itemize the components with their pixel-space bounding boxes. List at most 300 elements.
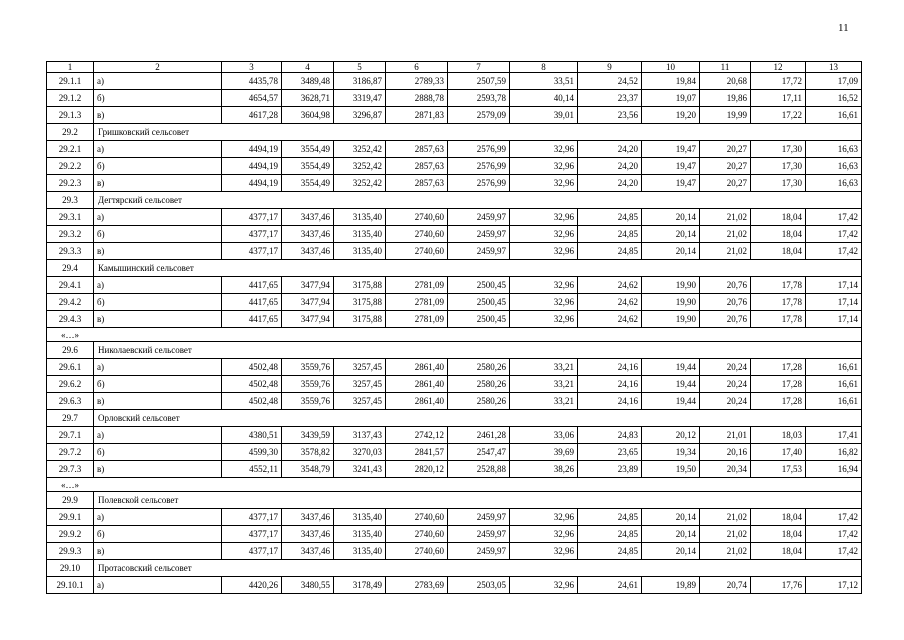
value-cell: 2888,78 <box>386 90 448 107</box>
column-header-11: 11 <box>700 62 751 73</box>
table-row <box>47 277 862 294</box>
value-cell: 19,90 <box>642 277 700 294</box>
value-cell: 2580,26 <box>448 359 510 376</box>
value-cell: 18,04 <box>751 543 806 560</box>
value-cell: 24,20 <box>578 141 642 158</box>
value-cell: 24,85 <box>578 526 642 543</box>
value-cell: 40,14 <box>510 90 578 107</box>
value-cell: 2459,97 <box>448 243 510 260</box>
column-header-8: 8 <box>510 62 578 73</box>
row-letter: в) <box>94 311 222 328</box>
value-cell: 3186,87 <box>334 73 386 90</box>
value-cell: 2459,97 <box>448 209 510 226</box>
value-cell: 17,42 <box>806 243 862 260</box>
row-letter: а) <box>94 141 222 158</box>
row-code: 29.6.2 <box>47 376 94 393</box>
value-cell: 3437,46 <box>282 526 334 543</box>
value-cell: 33,51 <box>510 73 578 90</box>
value-cell: 23,89 <box>578 461 642 478</box>
value-cell: 20,76 <box>700 294 751 311</box>
value-cell: 24,20 <box>578 175 642 192</box>
value-cell: 23,37 <box>578 90 642 107</box>
column-header-4: 4 <box>282 62 334 73</box>
row-letter: б) <box>94 294 222 311</box>
value-cell: 17,42 <box>806 226 862 243</box>
section-code: 29.3 <box>47 192 94 209</box>
value-cell: 2857,63 <box>386 175 448 192</box>
value-cell: 20,12 <box>642 427 700 444</box>
value-cell: 17,76 <box>751 577 806 594</box>
value-cell: 2789,33 <box>386 73 448 90</box>
table-row <box>47 209 862 226</box>
row-letter: а) <box>94 73 222 90</box>
value-cell: 17,42 <box>806 509 862 526</box>
value-cell: 33,21 <box>510 359 578 376</box>
value-cell: 17,42 <box>806 526 862 543</box>
value-cell: 20,76 <box>700 311 751 328</box>
value-cell: 20,24 <box>700 393 751 410</box>
value-cell: 3437,46 <box>282 509 334 526</box>
section-code: 29.7 <box>47 410 94 427</box>
value-cell: 2781,09 <box>386 311 448 328</box>
table-row <box>47 141 862 158</box>
value-cell: 4417,65 <box>222 277 282 294</box>
value-cell: 17,30 <box>751 141 806 158</box>
value-cell: 4435,78 <box>222 73 282 90</box>
row-letter: а) <box>94 577 222 594</box>
value-cell: 3270,03 <box>334 444 386 461</box>
value-cell: 24,61 <box>578 577 642 594</box>
row-letter: б) <box>94 444 222 461</box>
section-name: Орловский сельсовет <box>94 410 862 427</box>
table-row <box>47 294 862 311</box>
value-cell: 24,85 <box>578 509 642 526</box>
value-cell: 17,14 <box>806 277 862 294</box>
value-cell: 3175,88 <box>334 294 386 311</box>
value-cell: 4502,48 <box>222 393 282 410</box>
value-cell: 20,14 <box>642 526 700 543</box>
value-cell: 17,28 <box>751 359 806 376</box>
omission-marker: «…» <box>47 328 862 342</box>
value-cell: 3135,40 <box>334 526 386 543</box>
row-code: 29.7.1 <box>47 427 94 444</box>
value-cell: 2459,97 <box>448 543 510 560</box>
value-cell: 16,63 <box>806 175 862 192</box>
value-cell: 3477,94 <box>282 294 334 311</box>
value-cell: 3178,49 <box>334 577 386 594</box>
value-cell: 20,14 <box>642 543 700 560</box>
table-row <box>47 107 862 124</box>
row-code: 29.1.3 <box>47 107 94 124</box>
value-cell: 24,52 <box>578 73 642 90</box>
value-cell: 4417,65 <box>222 294 282 311</box>
row-code: 29.1.2 <box>47 90 94 107</box>
value-cell: 3559,76 <box>282 376 334 393</box>
value-cell: 3257,45 <box>334 359 386 376</box>
row-letter: а) <box>94 427 222 444</box>
value-cell: 3477,94 <box>282 277 334 294</box>
row-code: 29.3.3 <box>47 243 94 260</box>
value-cell: 17,42 <box>806 209 862 226</box>
value-cell: 4552,11 <box>222 461 282 478</box>
row-letter: в) <box>94 175 222 192</box>
value-cell: 3554,49 <box>282 175 334 192</box>
value-cell: 17,78 <box>751 294 806 311</box>
value-cell: 2781,09 <box>386 294 448 311</box>
value-cell: 4502,48 <box>222 376 282 393</box>
value-cell: 16,61 <box>806 393 862 410</box>
value-cell: 32,96 <box>510 277 578 294</box>
value-cell: 3296,87 <box>334 107 386 124</box>
value-cell: 4377,17 <box>222 226 282 243</box>
value-cell: 19,44 <box>642 376 700 393</box>
value-cell: 20,14 <box>642 209 700 226</box>
table-row <box>47 226 862 243</box>
value-cell: 2740,60 <box>386 243 448 260</box>
row-code: 29.7.2 <box>47 444 94 461</box>
value-cell: 3135,40 <box>334 243 386 260</box>
ellipsis-row <box>47 328 862 342</box>
value-cell: 2593,78 <box>448 90 510 107</box>
value-cell: 20,24 <box>700 359 751 376</box>
value-cell: 3628,71 <box>282 90 334 107</box>
value-cell: 18,03 <box>751 427 806 444</box>
row-letter: б) <box>94 226 222 243</box>
value-cell: 2579,09 <box>448 107 510 124</box>
value-cell: 17,41 <box>806 427 862 444</box>
row-code: 29.1.1 <box>47 73 94 90</box>
value-cell: 2576,99 <box>448 158 510 175</box>
section-row <box>47 410 862 427</box>
row-code: 29.4.2 <box>47 294 94 311</box>
row-code: 29.7.3 <box>47 461 94 478</box>
row-code: 29.2.1 <box>47 141 94 158</box>
value-cell: 3559,76 <box>282 359 334 376</box>
value-cell: 33,06 <box>510 427 578 444</box>
value-cell: 4377,17 <box>222 543 282 560</box>
row-code: 29.2.2 <box>47 158 94 175</box>
value-cell: 3137,43 <box>334 427 386 444</box>
row-code: 29.9.2 <box>47 526 94 543</box>
value-cell: 2580,26 <box>448 376 510 393</box>
row-letter: в) <box>94 107 222 124</box>
value-cell: 32,96 <box>510 311 578 328</box>
value-cell: 19,20 <box>642 107 700 124</box>
value-cell: 4380,51 <box>222 427 282 444</box>
value-cell: 17,14 <box>806 311 862 328</box>
value-cell: 2547,47 <box>448 444 510 461</box>
omission-marker: «…» <box>47 478 862 492</box>
column-header-2: 2 <box>94 62 222 73</box>
value-cell: 2580,26 <box>448 393 510 410</box>
section-row <box>47 260 862 277</box>
row-code: 29.10.1 <box>47 577 94 594</box>
value-cell: 3437,46 <box>282 226 334 243</box>
value-cell: 3252,42 <box>334 141 386 158</box>
table-row <box>47 461 862 478</box>
section-code: 29.10 <box>47 560 94 577</box>
section-row <box>47 124 862 141</box>
table-row <box>47 359 862 376</box>
value-cell: 2841,57 <box>386 444 448 461</box>
value-cell: 24,83 <box>578 427 642 444</box>
value-cell: 17,40 <box>751 444 806 461</box>
value-cell: 17,09 <box>806 73 862 90</box>
value-cell: 2861,40 <box>386 359 448 376</box>
row-code: 29.6.1 <box>47 359 94 376</box>
section-name: Камышинский сельсовет <box>94 260 862 277</box>
section-name: Николаевский сельсовет <box>94 342 862 359</box>
value-cell: 16,61 <box>806 359 862 376</box>
value-cell: 3437,46 <box>282 243 334 260</box>
value-cell: 2871,83 <box>386 107 448 124</box>
table-row <box>47 90 862 107</box>
value-cell: 20,27 <box>700 158 751 175</box>
value-cell: 17,72 <box>751 73 806 90</box>
value-cell: 21,02 <box>700 209 751 226</box>
value-cell: 3257,45 <box>334 393 386 410</box>
section-row <box>47 560 862 577</box>
ellipsis-row <box>47 478 862 492</box>
header-row <box>47 62 862 73</box>
row-letter: в) <box>94 543 222 560</box>
value-cell: 18,04 <box>751 509 806 526</box>
value-cell: 3578,82 <box>282 444 334 461</box>
value-cell: 32,96 <box>510 294 578 311</box>
table-row <box>47 444 862 461</box>
row-code: 29.4.1 <box>47 277 94 294</box>
section-name: Дегтярский сельсовет <box>94 192 862 209</box>
value-cell: 2820,12 <box>386 461 448 478</box>
section-row <box>47 342 862 359</box>
value-cell: 17,14 <box>806 294 862 311</box>
column-header-10: 10 <box>642 62 700 73</box>
value-cell: 20,14 <box>642 226 700 243</box>
value-cell: 24,16 <box>578 359 642 376</box>
value-cell: 16,63 <box>806 141 862 158</box>
value-cell: 19,44 <box>642 393 700 410</box>
value-cell: 17,28 <box>751 376 806 393</box>
column-header-6: 6 <box>386 62 448 73</box>
value-cell: 16,52 <box>806 90 862 107</box>
table-row <box>47 427 862 444</box>
section-row <box>47 192 862 209</box>
value-cell: 3437,46 <box>282 543 334 560</box>
value-cell: 2742,12 <box>386 427 448 444</box>
value-cell: 4502,48 <box>222 359 282 376</box>
column-header-12: 12 <box>751 62 806 73</box>
value-cell: 2459,97 <box>448 526 510 543</box>
value-cell: 32,96 <box>510 158 578 175</box>
section-code: 29.2 <box>47 124 94 141</box>
value-cell: 17,78 <box>751 277 806 294</box>
value-cell: 4377,17 <box>222 209 282 226</box>
column-header-9: 9 <box>578 62 642 73</box>
value-cell: 24,85 <box>578 243 642 260</box>
value-cell: 18,04 <box>751 243 806 260</box>
value-cell: 32,96 <box>510 226 578 243</box>
value-cell: 3135,40 <box>334 543 386 560</box>
value-cell: 20,76 <box>700 277 751 294</box>
value-cell: 17,22 <box>751 107 806 124</box>
row-code: 29.3.2 <box>47 226 94 243</box>
value-cell: 39,01 <box>510 107 578 124</box>
table-row <box>47 393 862 410</box>
value-cell: 3439,59 <box>282 427 334 444</box>
value-cell: 3175,88 <box>334 277 386 294</box>
value-cell: 4377,17 <box>222 509 282 526</box>
value-cell: 3554,49 <box>282 158 334 175</box>
value-cell: 24,16 <box>578 376 642 393</box>
value-cell: 4377,17 <box>222 243 282 260</box>
value-cell: 19,99 <box>700 107 751 124</box>
value-cell: 3175,88 <box>334 311 386 328</box>
value-cell: 20,14 <box>642 243 700 260</box>
value-cell: 3241,43 <box>334 461 386 478</box>
value-cell: 17,30 <box>751 175 806 192</box>
value-cell: 33,21 <box>510 376 578 393</box>
value-cell: 32,96 <box>510 577 578 594</box>
value-cell: 23,65 <box>578 444 642 461</box>
value-cell: 3489,48 <box>282 73 334 90</box>
value-cell: 18,04 <box>751 226 806 243</box>
table-row <box>47 543 862 560</box>
section-row <box>47 492 862 509</box>
value-cell: 4494,19 <box>222 158 282 175</box>
value-cell: 20,16 <box>700 444 751 461</box>
row-code: 29.3.1 <box>47 209 94 226</box>
value-cell: 18,04 <box>751 209 806 226</box>
table-row <box>47 175 862 192</box>
value-cell: 24,20 <box>578 158 642 175</box>
value-cell: 19,90 <box>642 311 700 328</box>
value-cell: 2861,40 <box>386 393 448 410</box>
value-cell: 3477,94 <box>282 311 334 328</box>
value-cell: 32,96 <box>510 243 578 260</box>
value-cell: 4599,30 <box>222 444 282 461</box>
column-header-3: 3 <box>222 62 282 73</box>
value-cell: 2500,45 <box>448 277 510 294</box>
value-cell: 21,02 <box>700 243 751 260</box>
value-cell: 32,96 <box>510 543 578 560</box>
value-cell: 17,11 <box>751 90 806 107</box>
value-cell: 17,30 <box>751 158 806 175</box>
value-cell: 24,16 <box>578 393 642 410</box>
value-cell: 3554,49 <box>282 141 334 158</box>
value-cell: 3257,45 <box>334 376 386 393</box>
value-cell: 33,21 <box>510 393 578 410</box>
table-row <box>47 73 862 90</box>
value-cell: 2507,59 <box>448 73 510 90</box>
value-cell: 2740,60 <box>386 526 448 543</box>
value-cell: 19,86 <box>700 90 751 107</box>
value-cell: 2861,40 <box>386 376 448 393</box>
value-cell: 32,96 <box>510 209 578 226</box>
value-cell: 3559,76 <box>282 393 334 410</box>
row-letter: а) <box>94 277 222 294</box>
value-cell: 32,96 <box>510 526 578 543</box>
row-letter: б) <box>94 158 222 175</box>
column-header-1: 1 <box>47 62 94 73</box>
section-code: 29.6 <box>47 342 94 359</box>
value-cell: 32,96 <box>510 141 578 158</box>
value-cell: 3135,40 <box>334 226 386 243</box>
row-letter: б) <box>94 526 222 543</box>
value-cell: 2459,97 <box>448 226 510 243</box>
value-cell: 17,28 <box>751 393 806 410</box>
value-cell: 20,27 <box>700 141 751 158</box>
column-header-5: 5 <box>334 62 386 73</box>
page-number: 11 <box>838 22 849 34</box>
value-cell: 19,07 <box>642 90 700 107</box>
value-cell: 20,14 <box>642 509 700 526</box>
value-cell: 19,84 <box>642 73 700 90</box>
value-cell: 24,85 <box>578 226 642 243</box>
table-row <box>47 243 862 260</box>
value-cell: 21,01 <box>700 427 751 444</box>
value-cell: 2503,05 <box>448 577 510 594</box>
column-header-13: 13 <box>806 62 862 73</box>
table-row <box>47 311 862 328</box>
value-cell: 4654,57 <box>222 90 282 107</box>
value-cell: 19,47 <box>642 141 700 158</box>
value-cell: 17,42 <box>806 543 862 560</box>
value-cell: 2783,69 <box>386 577 448 594</box>
value-cell: 19,89 <box>642 577 700 594</box>
value-cell: 2528,88 <box>448 461 510 478</box>
value-cell: 38,26 <box>510 461 578 478</box>
row-letter: в) <box>94 461 222 478</box>
row-code: 29.9.3 <box>47 543 94 560</box>
row-letter: в) <box>94 393 222 410</box>
value-cell: 21,02 <box>700 526 751 543</box>
value-cell: 2857,63 <box>386 141 448 158</box>
value-cell: 2740,60 <box>386 226 448 243</box>
value-cell: 16,63 <box>806 158 862 175</box>
value-cell: 4494,19 <box>222 141 282 158</box>
value-cell: 2500,45 <box>448 294 510 311</box>
value-cell: 19,50 <box>642 461 700 478</box>
value-cell: 19,47 <box>642 175 700 192</box>
value-cell: 16,61 <box>806 107 862 124</box>
section-name: Полевской сельсовет <box>94 492 862 509</box>
table-body <box>47 73 862 594</box>
value-cell: 20,68 <box>700 73 751 90</box>
value-cell: 4617,28 <box>222 107 282 124</box>
row-letter: а) <box>94 509 222 526</box>
value-cell: 4377,17 <box>222 526 282 543</box>
value-cell: 24,85 <box>578 209 642 226</box>
value-cell: 2740,60 <box>386 543 448 560</box>
tariff-table <box>46 61 862 594</box>
row-letter: а) <box>94 359 222 376</box>
value-cell: 2781,09 <box>386 277 448 294</box>
value-cell: 23,56 <box>578 107 642 124</box>
section-code: 29.4 <box>47 260 94 277</box>
value-cell: 2740,60 <box>386 209 448 226</box>
value-cell: 24,62 <box>578 277 642 294</box>
value-cell: 4417,65 <box>222 311 282 328</box>
value-cell: 3135,40 <box>334 509 386 526</box>
row-letter: а) <box>94 209 222 226</box>
value-cell: 17,53 <box>751 461 806 478</box>
table-row <box>47 509 862 526</box>
value-cell: 24,62 <box>578 311 642 328</box>
value-cell: 19,44 <box>642 359 700 376</box>
value-cell: 32,96 <box>510 509 578 526</box>
section-name: Протасовский сельсовет <box>94 560 862 577</box>
value-cell: 19,47 <box>642 158 700 175</box>
